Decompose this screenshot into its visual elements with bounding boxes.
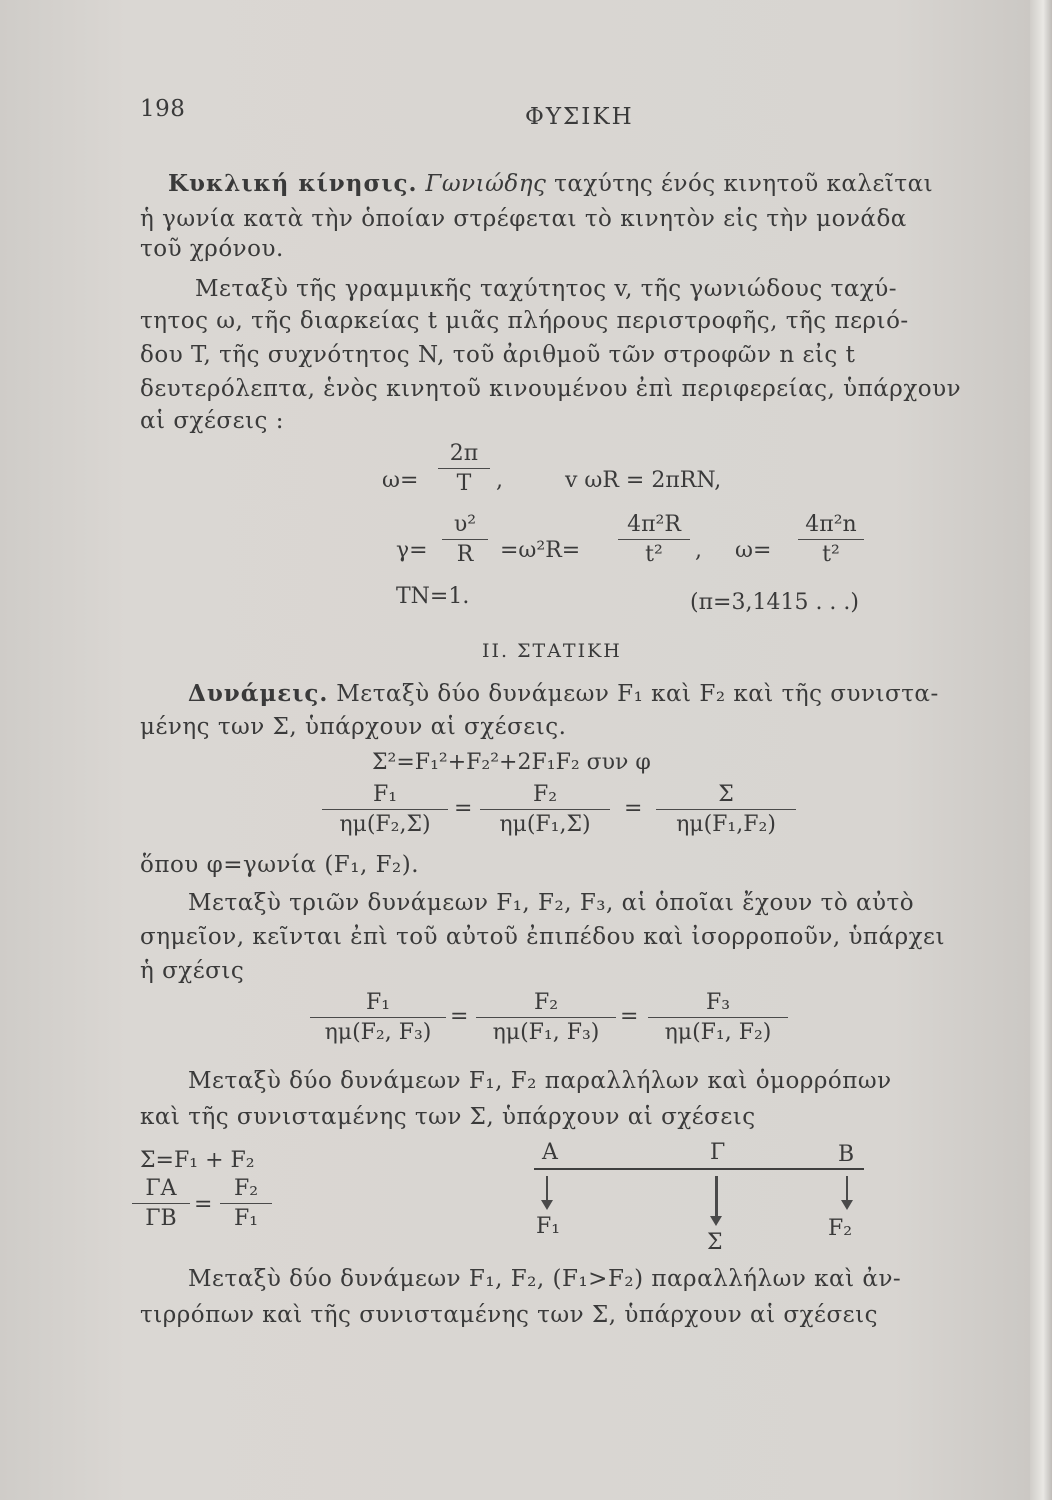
fraction-denominator: T <box>456 471 472 496</box>
fraction-denominator: ημ(F₁, F₂) <box>664 1020 772 1045</box>
force-1-arrow <box>546 1176 548 1202</box>
circular-line-3: τοῦ χρόνου. <box>140 236 284 262</box>
fraction-numerator: F₃ <box>648 990 788 1018</box>
pi-value: (π=3,1415 . . .) <box>690 590 859 615</box>
sine-fraction <box>656 782 796 837</box>
forces-line-1-rest: Μεταξὺ δύο δυνάμεων F₁ καὶ F₂ καὶ τῆς συνιστα- <box>336 681 939 707</box>
tn-relation: TN=1. <box>396 584 470 609</box>
velocity-formula: v ωR = 2πRN, <box>565 468 722 493</box>
fraction-numerator: 4π²n <box>798 512 864 540</box>
arrowhead-icon <box>541 1200 553 1210</box>
relations-para-line: τητος ω, τῆς διαρκείας t μιᾶς πλήρους περιστροφῆς, τῆς περιό- <box>140 308 909 334</box>
forces-line-1 <box>188 680 939 707</box>
parallel-forces-line: Μεταξὺ δύο δυνάμεων F₁, F₂ παραλλήλων καὶ ὁμορρόπων <box>188 1068 892 1094</box>
angular-velocity-term: Γωνιώδης <box>425 171 547 197</box>
relations-para-line: δου T, τῆς συχνότητος N, τοῦ ἀριθμοῦ τῶν στροφῶν n εἰς t <box>140 342 856 368</box>
point-b-label: B <box>838 1142 855 1167</box>
force-1-label: F₁ <box>536 1214 561 1239</box>
fraction-numerator: 4π²R <box>618 512 690 540</box>
page-edge <box>1030 0 1052 1500</box>
three-forces-line: Μεταξὺ τριῶν δυνάμεων F₁, F₂, F₃, αἱ ὁποῖαι ἔχουν τὸ αὐτὸ <box>188 890 915 916</box>
equals-sign: = <box>454 796 473 821</box>
relations-para-line: Μεταξὺ τῆς γραμμικῆς ταχύτητος v, τῆς γωνιώδους ταχύ- <box>195 276 898 302</box>
resultant-arrow <box>715 1176 718 1218</box>
three-forces-line: ἡ σχέσις <box>140 958 245 984</box>
acceleration-fraction-2 <box>618 512 690 567</box>
fraction-denominator: F₁ <box>233 1206 259 1231</box>
antiparallel-line: τιρρόπων καὶ τῆς συνισταμένης των Σ, ὑπάρχουν αἱ σχέσεις <box>140 1302 878 1328</box>
force-2-arrow <box>846 1176 848 1202</box>
fraction-numerator: F₂ <box>476 990 616 1018</box>
fraction-numerator: F₂ <box>220 1176 272 1204</box>
antiparallel-line: Μεταξὺ δύο δυνάμεων F₁, F₂, (F₁>F₂) παραλλήλων καὶ ἀν- <box>188 1266 902 1292</box>
omega-fraction-2 <box>798 512 864 567</box>
point-a-label: A <box>542 1140 558 1165</box>
fraction-denominator: ημ(F₂, F₃) <box>324 1020 432 1045</box>
force-ratio <box>220 1176 272 1231</box>
acceleration-fraction <box>442 512 488 567</box>
fraction-denominator: ημ(F₂,Σ) <box>339 812 431 837</box>
circular-line-1-rest: ταχύτης ένός κινητοῦ καλεῖται <box>554 171 934 197</box>
fraction-denominator: t² <box>645 542 663 567</box>
omega-lhs: ω= <box>382 468 419 493</box>
circular-line-1 <box>168 170 933 197</box>
equals-sign: = <box>620 1004 639 1029</box>
segment-ratio <box>132 1176 190 1231</box>
fraction-numerator: F₂ <box>480 782 610 810</box>
fraction-denominator: t² <box>822 542 840 567</box>
fraction-numerator: ΓA <box>132 1176 190 1204</box>
fraction-numerator: F₁ <box>310 990 446 1018</box>
fraction-numerator: Σ <box>656 782 796 810</box>
relations-para-line: αἱ σχέσεις : <box>140 408 284 434</box>
arrowhead-icon <box>710 1216 722 1226</box>
fraction-numerator: υ² <box>442 512 488 540</box>
force-2-label: F₂ <box>828 1216 853 1241</box>
point-g-label: Γ <box>710 1140 726 1165</box>
fraction-denominator: ημ(F₁,F₂) <box>676 812 776 837</box>
gamma-lhs: γ= <box>396 538 428 563</box>
fraction-denominator: ημ(F₁, F₃) <box>492 1020 600 1045</box>
acceleration-middle: =ω²R= <box>500 538 581 563</box>
section-title: II. ΣΤΑΤΙΚΗ <box>482 640 622 662</box>
fraction-denominator: ΓB <box>145 1206 177 1231</box>
relations-para-line: δευτερόλεπτα, ἑνὸς κινητοῦ κινουμένου ἐπὶ περιφερείας, ὑπάρχουν <box>140 376 962 402</box>
equals-sign: = <box>624 796 643 821</box>
resultant-label: Σ <box>707 1230 723 1255</box>
forces-line-2: μένης των Σ, ὑπάρχουν αἱ σχέσεις. <box>140 714 567 740</box>
resultant-equation: Σ²=F₁²+F₂²+2F₁F₂ συν φ <box>372 750 651 775</box>
sine-fraction <box>648 990 788 1045</box>
fraction-numerator: F₁ <box>322 782 448 810</box>
sum-equation: Σ=F₁ + F₂ <box>140 1148 255 1173</box>
circular-line-2: ἡ γωνία κατὰ τὴν ὁποίαν στρέφεται τὸ κινητὸν εἰς τὴν μονάδα <box>140 206 907 232</box>
fraction-denominator: R <box>456 542 474 567</box>
sine-fraction <box>322 782 448 837</box>
fraction-numerator: 2π <box>438 441 490 469</box>
equals-sign: = <box>194 1192 213 1217</box>
circular-heading: Κυκλική κίνησις. <box>168 170 418 197</box>
sine-fraction <box>310 990 446 1045</box>
parallel-forces-line: καὶ τῆς συνισταμένης των Σ, ὑπάρχουν αἱ σχέσεις <box>140 1104 756 1130</box>
omega-fraction <box>438 441 490 496</box>
omega-lhs-2: ω= <box>735 538 772 563</box>
arrowhead-icon <box>841 1200 853 1210</box>
comma: , <box>695 538 702 563</box>
comma: , <box>496 468 503 493</box>
forces-heading: Δυνάμεις. <box>188 680 329 707</box>
sine-fraction <box>480 782 610 837</box>
beam-line <box>534 1168 864 1170</box>
page-number: 198 <box>140 96 186 122</box>
fraction-denominator: ημ(F₁,Σ) <box>499 812 591 837</box>
phi-definition: ὅπου φ=γωνία (F₁, F₂). <box>140 852 420 878</box>
three-forces-line: σημεῖον, κεῖνται ἐπὶ τοῦ αὐτοῦ ἐπιπέδου καὶ ἰσορροποῦν, ὑπάρχει <box>140 924 945 950</box>
sine-fraction <box>476 990 616 1045</box>
running-title: ΦΥΣΙΚΗ <box>525 104 634 130</box>
equals-sign: = <box>450 1004 469 1029</box>
